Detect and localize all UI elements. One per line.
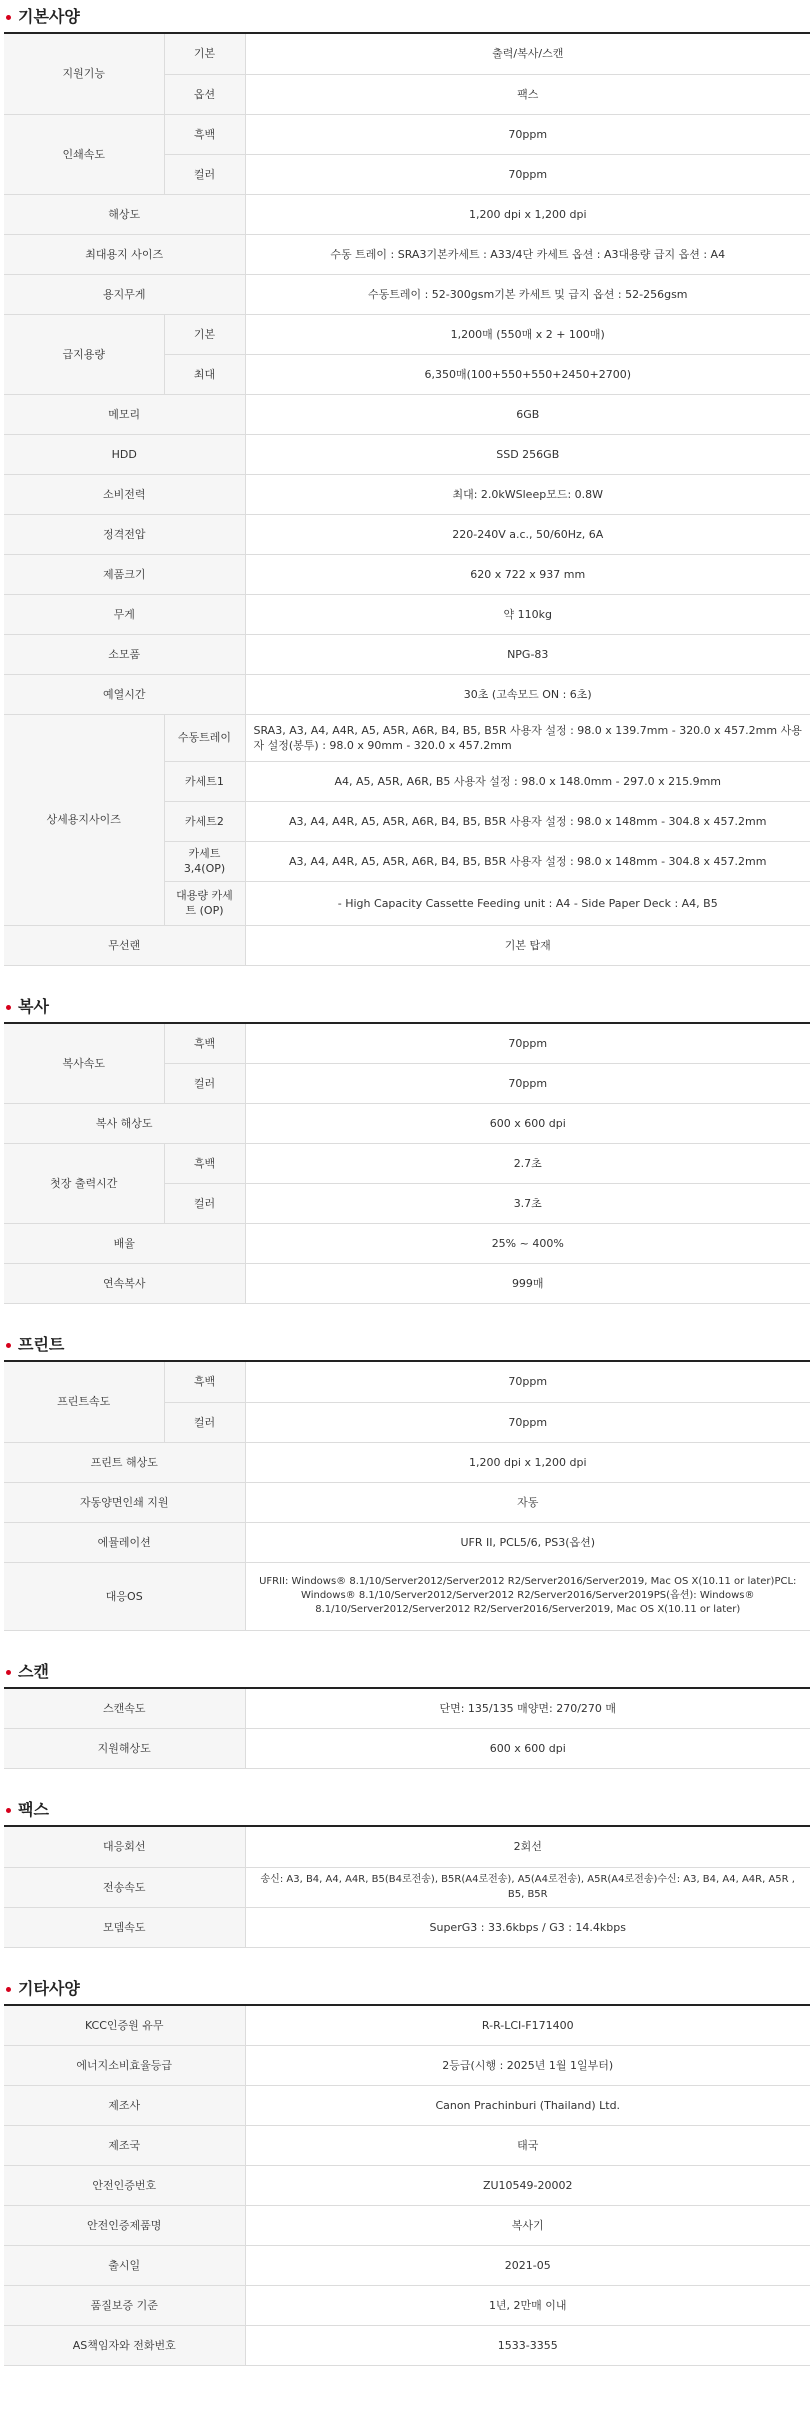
row-value: - High Capacity Cassette Feeding unit : A4 - Side Paper Deck : A4, B5	[245, 881, 810, 925]
table-row	[4, 274, 810, 314]
row-label: 프린트 해상도	[4, 1442, 245, 1482]
sub-label: 기본	[164, 314, 245, 354]
row-label: KCC인증원 유무	[4, 2006, 245, 2046]
table-row	[4, 314, 810, 354]
row-value: 620 x 722 x 937 mm	[245, 554, 810, 594]
spec-table	[4, 1362, 810, 1631]
row-value: SSD 256GB	[245, 434, 810, 474]
row-value: 1,200 dpi x 1,200 dpi	[245, 1442, 810, 1482]
row-value: 약 110kg	[245, 594, 810, 634]
row-label: 제조국	[4, 2126, 245, 2166]
sub-label: 흑백	[164, 1362, 245, 1402]
row-label: 대응회선	[4, 1827, 245, 1867]
table-row	[4, 1689, 810, 1729]
row-value: UFRII: Windows® 8.1/10/Server2012/Server2012 R2/Server2016/Server2019, Mac OS X(10.11 or later)PCL: Windows® 8.1/10/Server2012/Server2012 R2/Server2016/Server2019PS(옵션): Windows® 8.1/10/Server2012/Server2012 R2/Server2016/Server2019, Mac OS X(10.11 or later)	[245, 1562, 810, 1630]
row-label: 제조사	[4, 2086, 245, 2126]
row-label: 품질보증 기준	[4, 2286, 245, 2326]
row-value: 복사기	[245, 2206, 810, 2246]
row-label: 메모리	[4, 394, 245, 434]
table-row	[4, 394, 810, 434]
section-title-text: 스캔	[18, 1661, 49, 1681]
section-title	[4, 1972, 810, 2006]
table-row	[4, 2006, 810, 2046]
row-value: SRA3, A3, A4, A4R, A5, A5R, A6R, B4, B5, B5R 사용자 설정 : 98.0 x 139.7mm - 320.0 x 457.2mm 사용자 설정(봉투) : 98.0 x 90mm - 320.0 x 457.2mm	[245, 714, 810, 761]
row-label: 모뎀속도	[4, 1907, 245, 1947]
table-row	[4, 1867, 810, 1907]
sub-label: 흑백	[164, 1144, 245, 1184]
table-row	[4, 1562, 810, 1630]
row-value: 70ppm	[245, 1402, 810, 1442]
row-value: A4, A5, A5R, A6R, B5 사용자 설정 : 98.0 x 148.0mm - 297.0 x 215.9mm	[245, 761, 810, 801]
table-row	[4, 2166, 810, 2206]
row-label: 소모품	[4, 634, 245, 674]
table-row	[4, 434, 810, 474]
section-title	[4, 1793, 810, 1827]
row-label: 연속복사	[4, 1264, 245, 1304]
bullet-dot-icon	[6, 15, 11, 20]
row-label: 프린트속도	[4, 1362, 164, 1442]
row-value: 70ppm	[245, 1064, 810, 1104]
sub-label: 컬러	[164, 1184, 245, 1224]
table-row	[4, 2046, 810, 2086]
table-row	[4, 1024, 810, 1064]
section-title-text: 복사	[18, 996, 49, 1016]
row-label: 제품크기	[4, 554, 245, 594]
table-row	[4, 194, 810, 234]
spec-table	[4, 2006, 810, 2367]
table-row	[4, 1362, 810, 1402]
table-row	[4, 714, 810, 761]
row-value: Canon Prachinburi (Thailand) Ltd.	[245, 2086, 810, 2126]
row-label: 최대용지 사이즈	[4, 234, 245, 274]
section-copy	[4, 990, 810, 1305]
row-label: AS책임자와 전화번호	[4, 2326, 245, 2366]
row-value: R-R-LCI-F171400	[245, 2006, 810, 2046]
spec-table	[4, 1689, 810, 1770]
row-value: 1,200 dpi x 1,200 dpi	[245, 194, 810, 234]
row-value: A3, A4, A4R, A5, A5R, A6R, B4, B5, B5R 사용자 설정 : 98.0 x 148mm - 304.8 x 457.2mm	[245, 841, 810, 881]
spec-table	[4, 1827, 810, 1948]
row-label: 무게	[4, 594, 245, 634]
row-value: NPG-83	[245, 634, 810, 674]
row-value: 70ppm	[245, 1362, 810, 1402]
table-row	[4, 2126, 810, 2166]
sub-label: 컬러	[164, 1064, 245, 1104]
bullet-dot-icon	[6, 1670, 11, 1675]
row-value: 최대: 2.0kWSleep모드: 0.8W	[245, 474, 810, 514]
row-value: 600 x 600 dpi	[245, 1104, 810, 1144]
sub-label: 기본	[164, 34, 245, 74]
table-row	[4, 1144, 810, 1184]
row-value: 팩스	[245, 74, 810, 114]
section-title	[4, 1655, 810, 1689]
row-label: 지원기능	[4, 34, 164, 114]
sub-label: 수동트레이	[164, 714, 245, 761]
row-value: 2021-05	[245, 2246, 810, 2286]
sub-label: 컬러	[164, 154, 245, 194]
row-value: 1년, 2만매 이내	[245, 2286, 810, 2326]
row-label: 상세용지사이즈	[4, 714, 164, 925]
row-value: A3, A4, A4R, A5, A5R, A6R, B4, B5, B5R 사용자 설정 : 98.0 x 148mm - 304.8 x 457.2mm	[245, 801, 810, 841]
row-label: 에뮬레이션	[4, 1522, 245, 1562]
row-value: 태국	[245, 2126, 810, 2166]
table-row	[4, 1482, 810, 1522]
row-value: 자동	[245, 1482, 810, 1522]
row-value: 1,200매 (550매 x 2 + 100매)	[245, 314, 810, 354]
row-label: 복사 해상도	[4, 1104, 245, 1144]
table-row	[4, 234, 810, 274]
bullet-dot-icon	[6, 1005, 11, 1010]
row-value: 기본 탑재	[245, 925, 810, 965]
row-value: 출력/복사/스캔	[245, 34, 810, 74]
row-label: 정격전압	[4, 514, 245, 554]
table-row	[4, 634, 810, 674]
sub-label: 옵션	[164, 74, 245, 114]
section-title	[4, 0, 810, 34]
row-value: UFR II, PCL5/6, PS3(옵션)	[245, 1522, 810, 1562]
row-label: 전송속도	[4, 1867, 245, 1907]
row-label: 첫장 출력시간	[4, 1144, 164, 1224]
bullet-dot-icon	[6, 1343, 11, 1348]
row-value: 25% ~ 400%	[245, 1224, 810, 1264]
row-label: 인쇄속도	[4, 114, 164, 194]
row-label: 자동양면인쇄 지원	[4, 1482, 245, 1522]
bullet-dot-icon	[6, 1987, 11, 1992]
row-label: 지원해상도	[4, 1729, 245, 1769]
table-row	[4, 554, 810, 594]
table-row	[4, 2086, 810, 2126]
row-label: 용지무게	[4, 274, 245, 314]
row-value: 600 x 600 dpi	[245, 1729, 810, 1769]
row-label: 스캔속도	[4, 1689, 245, 1729]
table-row	[4, 2326, 810, 2366]
section-basic	[4, 0, 810, 966]
sub-label: 최대	[164, 354, 245, 394]
table-row	[4, 1522, 810, 1562]
table-row	[4, 474, 810, 514]
row-value: SuperG3 : 33.6kbps / G3 : 14.4kbps	[245, 1907, 810, 1947]
table-row	[4, 1264, 810, 1304]
table-row	[4, 2286, 810, 2326]
table-row	[4, 925, 810, 965]
table-row	[4, 594, 810, 634]
row-value: 999매	[245, 1264, 810, 1304]
table-row	[4, 1104, 810, 1144]
row-value: 송신: A3, B4, A4, A4R, B5(B4로전송), B5R(A4로전송), A5(A4로전송), A5R(A4로전송)수신: A3, B4, A4, A4R, A5R , B5, B5R	[245, 1867, 810, 1907]
row-label: 에너지소비효율등급	[4, 2046, 245, 2086]
row-value: 수동 트레이 : SRA3기본카세트 : A33/4단 카세트 옵션 : A3대용량 급지 옵션 : A4	[245, 234, 810, 274]
table-row	[4, 2246, 810, 2286]
row-value: 30초 (고속모드 ON : 6초)	[245, 674, 810, 714]
row-value: 2회선	[245, 1827, 810, 1867]
table-row	[4, 514, 810, 554]
table-row	[4, 1827, 810, 1867]
row-label: 배율	[4, 1224, 245, 1264]
sub-label: 카세트3,4(OP)	[164, 841, 245, 881]
row-label: 급지용량	[4, 314, 164, 394]
sub-label: 흑백	[164, 1024, 245, 1064]
row-value: 2.7초	[245, 1144, 810, 1184]
row-label: 무선랜	[4, 925, 245, 965]
row-value: 단면: 135/135 매양면: 270/270 매	[245, 1689, 810, 1729]
section-title-text: 프린트	[18, 1335, 65, 1354]
table-row	[4, 1907, 810, 1947]
row-value: 220-240V a.c., 50/60Hz, 6A	[245, 514, 810, 554]
row-label: 복사속도	[4, 1024, 164, 1104]
row-label: 대응OS	[4, 1562, 245, 1630]
row-label: 예열시간	[4, 674, 245, 714]
sub-label: 대용량 카세트 (OP)	[164, 881, 245, 925]
row-value: 3.7초	[245, 1184, 810, 1224]
row-value: 수동트레이 : 52-300gsm기본 카세트 및 급지 옵션 : 52-256gsm	[245, 274, 810, 314]
section-scan	[4, 1655, 810, 1770]
spec-table	[4, 34, 810, 966]
sub-label: 카세트2	[164, 801, 245, 841]
section-title-text: 기본사양	[18, 7, 80, 26]
table-row	[4, 1442, 810, 1482]
table-row	[4, 1729, 810, 1769]
row-value: 6,350매(100+550+550+2450+2700)	[245, 354, 810, 394]
section-title-text: 팩스	[18, 1800, 49, 1819]
row-label: 안전인증번호	[4, 2166, 245, 2206]
row-label: 해상도	[4, 194, 245, 234]
spec-table	[4, 1024, 810, 1305]
section-fax	[4, 1793, 810, 1948]
sub-label: 흑백	[164, 114, 245, 154]
table-row	[4, 34, 810, 74]
row-label: HDD	[4, 434, 245, 474]
sub-label: 컬러	[164, 1402, 245, 1442]
row-value: 70ppm	[245, 1024, 810, 1064]
row-value: 6GB	[245, 394, 810, 434]
row-value: 70ppm	[245, 154, 810, 194]
section-etc	[4, 1972, 810, 2367]
row-label: 안전인증제품명	[4, 2206, 245, 2246]
table-row	[4, 1224, 810, 1264]
section-print	[4, 1328, 810, 1631]
sub-label: 카세트1	[164, 761, 245, 801]
bullet-dot-icon	[6, 1808, 11, 1813]
section-title	[4, 990, 810, 1024]
section-title-text: 기타사양	[18, 1978, 80, 1998]
section-title	[4, 1328, 810, 1362]
table-row	[4, 114, 810, 154]
table-row	[4, 2206, 810, 2246]
row-value: 70ppm	[245, 114, 810, 154]
row-label: 출시일	[4, 2246, 245, 2286]
row-value: ZU10549-20002	[245, 2166, 810, 2206]
spec-page	[4, 0, 810, 2376]
row-value: 1533-3355	[245, 2326, 810, 2366]
row-value: 2등급(시행 : 2025년 1월 1일부터)	[245, 2046, 810, 2086]
row-label: 소비전력	[4, 474, 245, 514]
table-row	[4, 674, 810, 714]
